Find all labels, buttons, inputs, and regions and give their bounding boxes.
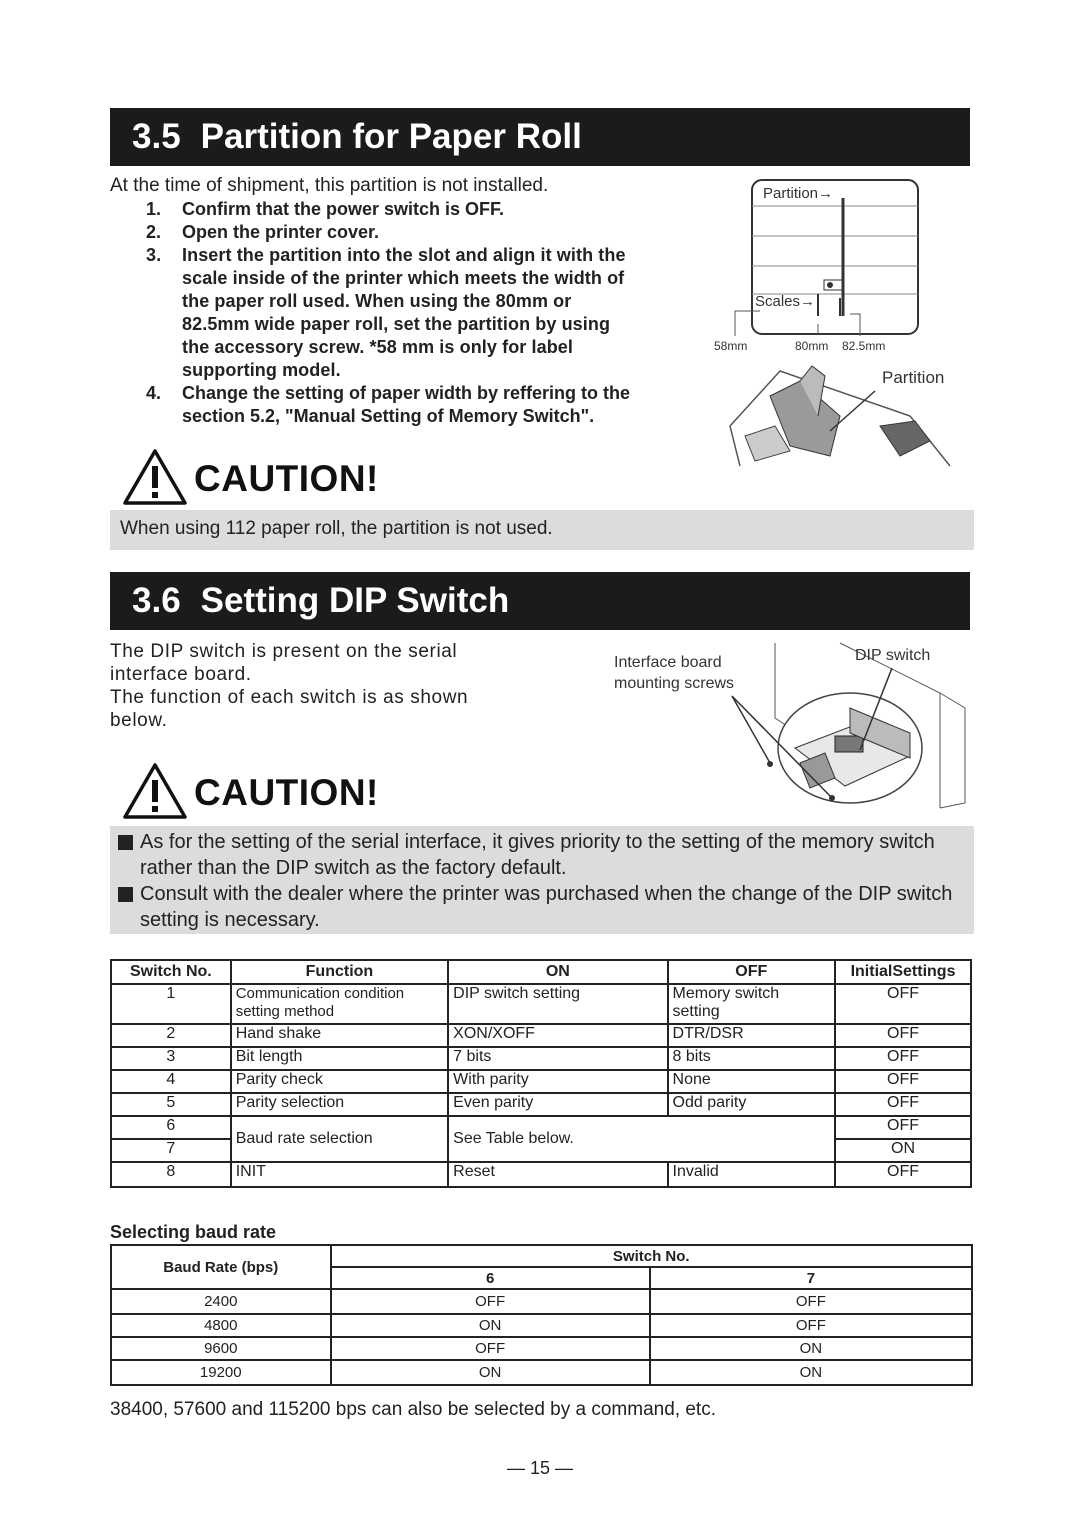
partition-label: Partition: [882, 368, 945, 387]
printer-partition-illustration: [700, 176, 970, 476]
table-cell: 19200: [111, 1360, 331, 1385]
column-header: Function: [231, 960, 448, 984]
section-number: 3.6: [132, 581, 181, 620]
partition-figure: [700, 176, 970, 476]
step-number: 3.: [146, 245, 162, 265]
table-cell: OFF: [331, 1337, 650, 1360]
table-cell: 8: [111, 1162, 231, 1187]
table-cell: OFF: [835, 984, 971, 1024]
list-item: [140, 221, 640, 244]
scales-label: Scales→: [755, 293, 816, 310]
width-58-label: 58mm: [714, 339, 748, 353]
warning-icon: [122, 762, 188, 820]
table-row: [111, 1116, 971, 1139]
column-header: Baud Rate (bps): [111, 1245, 331, 1289]
column-header: 6: [331, 1267, 650, 1289]
table-row: [111, 1360, 972, 1385]
caution-word: CAUTION!: [194, 458, 379, 499]
table-cell: OFF: [835, 1162, 971, 1187]
table-cell: DTR/DSR: [668, 1024, 836, 1047]
section-3-5-heading: [110, 108, 970, 166]
table-cell: Baud rate selection: [231, 1116, 448, 1162]
table-cell: 8 bits: [668, 1047, 836, 1070]
table-cell: OFF: [650, 1314, 972, 1337]
table-row: [111, 1314, 972, 1337]
section-number: 3.5: [132, 117, 181, 156]
step-text: Change the setting of paper width by reffering to the section 5.2, "Manual Setting of Memory Switch".: [182, 383, 631, 426]
caution-heading: [122, 762, 442, 824]
step-number: 1.: [146, 199, 162, 219]
list-item: [140, 198, 640, 221]
caution-text: When using 112 paper roll, the partition is not used.: [120, 518, 553, 539]
table-cell: Communication condition setting method: [231, 984, 448, 1024]
table-cell: INIT: [231, 1162, 448, 1187]
table-cell: 7 bits: [448, 1047, 667, 1070]
table-cell: 5: [111, 1093, 231, 1116]
table-cell: With parity: [448, 1070, 667, 1093]
intro-text: At the time of shipment, this partition is not installed.: [110, 175, 549, 196]
section-title: Setting DIP Switch: [200, 581, 510, 620]
table-cell: OFF: [835, 1070, 971, 1093]
width-80-label: 80mm: [795, 339, 829, 353]
section-3-6-heading: [110, 572, 970, 630]
table-cell: 3: [111, 1047, 231, 1070]
dip-switch-figure: [610, 638, 970, 813]
table-cell: Memory switch setting: [668, 984, 836, 1024]
width-82-5-label: 82.5mm: [842, 339, 886, 353]
column-header: Switch No.: [331, 1245, 972, 1267]
table-cell: 2: [111, 1024, 231, 1047]
list-item: [140, 382, 640, 428]
table-cell: OFF: [331, 1289, 650, 1314]
step-text: Open the printer cover.: [182, 222, 380, 242]
table-cell: Even parity: [448, 1093, 667, 1116]
interface-board-label: Interface board: [614, 654, 722, 671]
column-header: OFF: [668, 960, 836, 984]
column-header: 7: [650, 1267, 972, 1289]
baud-note: 38400, 57600 and 115200 bps can also be selected by a command, etc.: [110, 1399, 716, 1420]
table-row: [111, 1093, 971, 1116]
caution-box: [110, 510, 974, 550]
table-cell: 4800: [111, 1314, 331, 1337]
table-cell: ON: [650, 1360, 972, 1385]
table-cell: 9600: [111, 1337, 331, 1360]
dip-switch-label: DIP switch: [855, 647, 931, 664]
caution-box: [110, 826, 974, 934]
table-cell: 2400: [111, 1289, 331, 1314]
table-cell: Hand shake: [231, 1024, 448, 1047]
bullet-text: As for the setting of the serial interface, it gives priority to the setting of the memory switch rather than the DIP switch as the factory default.: [140, 831, 935, 879]
table-cell: OFF: [650, 1289, 972, 1314]
table-cell: None: [668, 1070, 836, 1093]
table-row: [111, 1337, 972, 1360]
table-row: [111, 1162, 971, 1187]
table-cell: ON: [331, 1314, 650, 1337]
step-number: 4.: [146, 383, 162, 403]
section-title: Partition for Paper Roll: [200, 117, 582, 156]
table-cell: 4: [111, 1070, 231, 1093]
steps-list: [140, 198, 640, 428]
table-cell: Parity selection: [231, 1093, 448, 1116]
table-header-row: [111, 960, 971, 984]
dip-intro-1: The DIP switch is present on the serial interface board.: [110, 641, 458, 685]
table-cell: 1: [111, 984, 231, 1024]
baud-rate-table: [110, 1244, 973, 1386]
table-cell: Odd parity: [668, 1093, 836, 1116]
page-number: — 15 —: [506, 1458, 574, 1478]
dip-switch-table: [110, 959, 972, 1188]
bullet-square-icon: [118, 887, 133, 902]
table-cell: XON/XOFF: [448, 1024, 667, 1047]
table-cell: Bit length: [231, 1047, 448, 1070]
mounting-screws-label: mounting screws: [614, 675, 735, 692]
table-cell: OFF: [835, 1116, 971, 1139]
table-cell: Parity check: [231, 1070, 448, 1093]
table-cell: Invalid: [668, 1162, 836, 1187]
table-header-row: [111, 1245, 972, 1267]
warning-icon: [122, 448, 188, 506]
step-text: Confirm that the power switch is OFF.: [182, 199, 505, 219]
table-cell: 6: [111, 1116, 231, 1139]
table-row: [111, 1289, 972, 1314]
caution-heading: [122, 448, 442, 510]
table-cell: OFF: [835, 1047, 971, 1070]
table-cell: 7: [111, 1139, 231, 1162]
table-cell: Reset: [448, 1162, 667, 1187]
table-row: [111, 1047, 971, 1070]
table-row: [111, 1024, 971, 1047]
table-cell: DIP switch setting: [448, 984, 667, 1024]
column-header: ON: [448, 960, 667, 984]
table-cell: ON: [331, 1360, 650, 1385]
table-cell: See Table below.: [448, 1116, 835, 1162]
step-number: 2.: [146, 222, 162, 242]
column-header: InitialSettings: [835, 960, 971, 984]
list-item: [110, 881, 970, 933]
dip-intro-2: The function of each switch is as shown below.: [110, 687, 469, 731]
caution-word: CAUTION!: [194, 772, 379, 813]
table-cell: ON: [835, 1139, 971, 1162]
list-item: [110, 829, 970, 881]
table-row: [111, 984, 971, 1024]
partition-top-label: Partition→: [763, 185, 834, 202]
baud-rate-heading: Selecting baud rate: [110, 1222, 277, 1242]
bullet-square-icon: [118, 835, 133, 850]
bullet-text: Consult with the dealer where the printer was purchased when the change of the DIP switch setting is necessary.: [140, 883, 953, 931]
list-item: [140, 244, 640, 382]
table-cell: ON: [650, 1337, 972, 1360]
table-cell: OFF: [835, 1093, 971, 1116]
step-text: Insert the partition into the slot and align it with the scale inside of the printer which meets the width of the paper roll used. When using the 80mm or 82.5mm wide paper roll, set the partition by using the accessory screw. *58 mm is only for label supporting model.: [182, 245, 626, 380]
table-cell: OFF: [835, 1024, 971, 1047]
column-header: Switch No.: [111, 960, 231, 984]
table-row: [111, 1070, 971, 1093]
